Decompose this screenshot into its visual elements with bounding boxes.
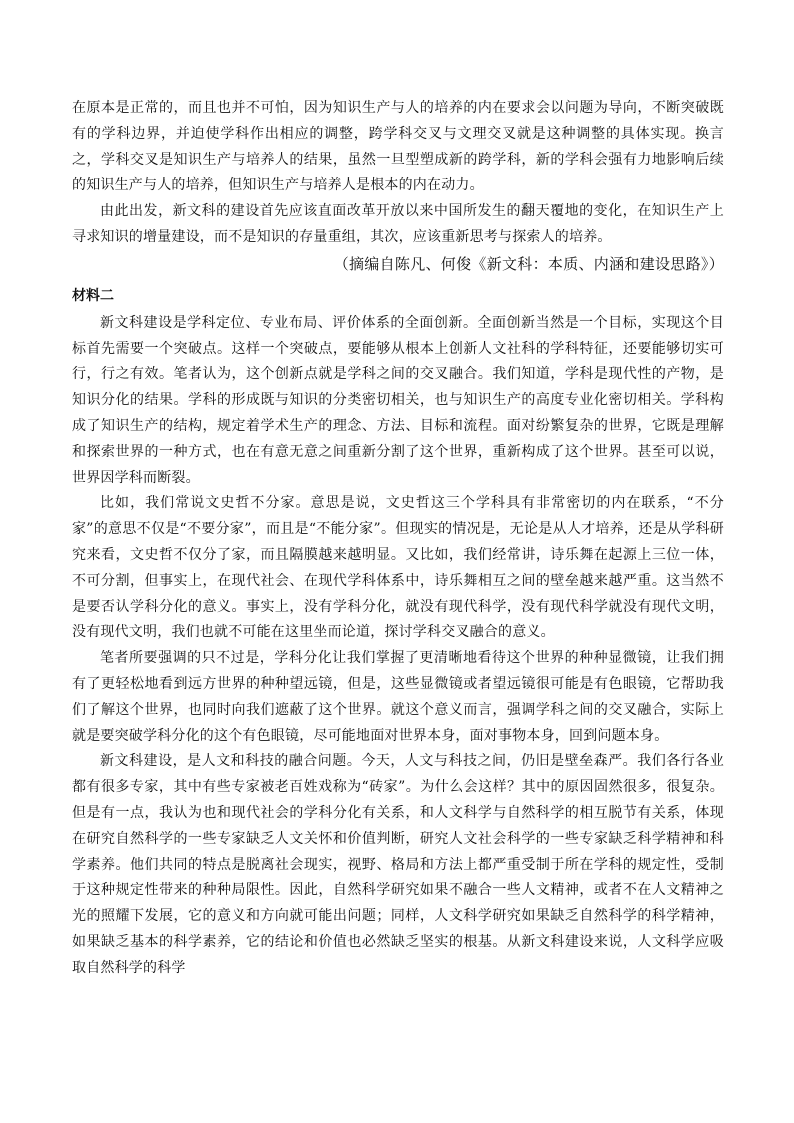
- paragraph-material-two-3: 笔者所要强调的只不过是，学科分化让我们掌握了更清晰地看待这个世界的种种显微镜，让我们拥有了更轻松地看到远方世界的种种望远镜，但是，这些显微镜或者望远镜很可能是有色眼镜，它帮助我们了解这个世界，也同时向我们遮蔽了这个世界。就这个意义而言，强调学科之间的交叉融合，实际上就是要突破学科分化的这个有色眼镜，尽可能地面对世界本身，面对事物本身，回到问题本身。: [72, 650, 724, 744]
- paragraph-material-two-1: 新文科建设是学科定位、专业布局、评价体系的全面创新。全面创新当然是一个目标，实现这个目标首先需要一个突破点。这样一个突破点，要能够从根本上创新人文社科的学科特征，还要能够切实可行，行之有效。笔者认为，这个创新点就是学科之间的交叉融合。我们知道，学科是现代性的产物，是知识分化的结果。学科的形成既与知识的分类密切相关，也与知识生产的高度专业化密切相关。学科构成了知识生产的结构，规定着学术生产的理念、方法、目标和流程。面对纷繁复杂的世界，它既是理解和探索世界的一种方式，也在有意无意之间重新分割了这个世界，重新构成了这个世界。甚至可以说，世界因学科而断裂。: [72, 314, 724, 486]
- document-page: [72, 96, 724, 982]
- paragraph-material-two-2: 比如，我们常说文史哲不分家。意思是说，文史哲这三个学科具有非常密切的内在联系，“不分家”的意思不仅是“不要分家”，而且是“不能分家”。但现实的情况是，无论是从人才培养，还是从学科研究来看，文史哲不仅分了家，而且隔膜越来越明显。又比如，我们经常讲，诗乐舞在起源上三位一体，不可分割，但事实上，在现代社会、在现代学科体系中，诗乐舞相互之间的壁垒越来越严重。这当然不是要否认学科分化的意义。事实上，没有学科分化，就没有现代科学，没有现代科学就没有现代文明，没有现代文明，我们也就不可能在这里坐而论道，探讨学科交叉融合的意义。: [72, 495, 724, 641]
- paragraph-material-one-continuation: 在原本是正常的，而且也并不可怕，因为知识生产与人的培养的内在要求会以问题为导向，不断突破既有的学科边界，并迫使学科作出相应的调整，跨学科交叉与文理交叉就是这种调整的具体实现。换言之，学科交叉是知识生产与培养人的结果，虽然一旦型塑成新的跨学科，新的学科会强有力地影响后续的知识生产与人的培养，但知识生产与培养人是根本的内在动力。: [72, 100, 724, 194]
- section-heading-material-two: 材料二: [72, 287, 114, 304]
- source-citation: （摘编自陈凡、何俊《新文科：本质、内涵和建设思路》）: [333, 254, 724, 273]
- paragraph-material-two-4: 新文科建设，是人文和科技的融合问题。今天，人文与科技之间，仍旧是壁垒森严。我们各行各业都有很多专家，其中有些专家被老百姓戏称为“砖家”。为什么会这样？其中的原因固然很多，很复杂。但是有一点，我认为也和现代社会的学科分化有关系，和人文科学与自然科学的相互脱节有关系，体现在研究自然科学的一些专家缺乏人文关怀和价值判断，研究人文社会科学的一些专家缺乏科学精神和科学素养。他们共同的特点是脱离社会现实，视野、格局和方法上都严重受制于所在学科的规定性，受制于这种规定性带来的种种局限性。因此，自然科学研究如果不融合一些人文精神，或者不在人文精神之光的照耀下发展，它的意义和方向就可能出问题；同样，人文科学研究如果缺乏自然科学的科学精神，如果缺乏基本的科学素养，它的结论和价值也必然缺乏坚实的根基。从新文科建设来说，人文科学应吸取自然科学的科学: [72, 753, 724, 976]
- paragraph-material-one-conclusion: 由此出发，新文科的建设首先应该直面改革开放以来中国所发生的翻天覆地的变化，在知识生产上寻求知识的增量建设，而不是知识的存量重组，其次，应该重新思考与探索人的培养。: [72, 203, 724, 245]
